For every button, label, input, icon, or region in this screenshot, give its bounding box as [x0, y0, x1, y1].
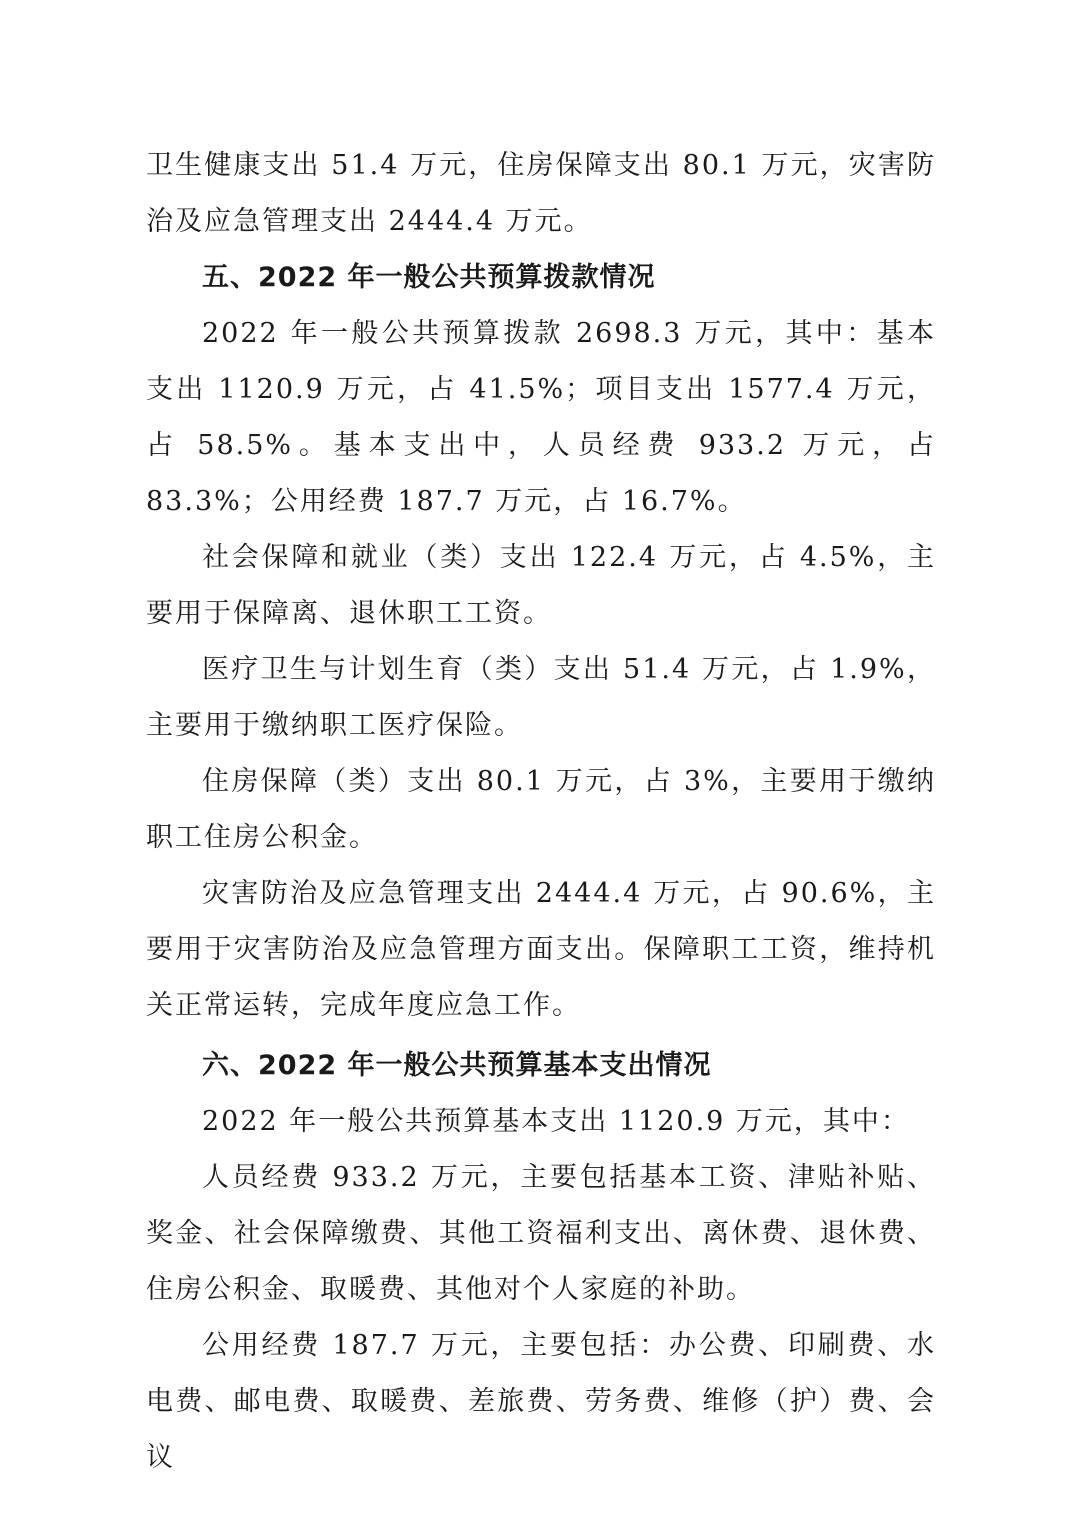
section-heading-5: 五、2022 年一般公共预算拨款情况	[202, 262, 656, 293]
paragraph-housing: 住房保障（类）支出 80.1 万元，占 3%，主要用于缴纳职工住房公积金。	[146, 766, 936, 853]
paragraph-public-expenses: 公用经费 187.7 万元，主要包括：办公费、印刷费、水电费、邮电费、取暖费、差旅费、劳务费、维修（护）费、会议	[146, 1330, 936, 1473]
section-heading-6: 六、2022 年一般公共预算基本支出情况	[202, 1050, 712, 1081]
paragraph-basic-expenditure: 2022 年一般公共预算基本支出 1120.9 万元，其中：	[202, 1106, 910, 1137]
paragraph-continued: 卫生健康支出 51.4 万元，住房保障支出 80.1 万元，灾害防治及应急管理支出 2444.4 万元。	[146, 150, 936, 237]
paragraph-social-security: 社会保障和就业（类）支出 122.4 万元，占 4.5%，主要用于保障离、退休职工工资。	[146, 542, 936, 629]
paragraph-disaster-prevention: 灾害防治及应急管理支出 2444.4 万元，占 90.6%，主要用于灾害防治及应急管理方面支出。保障职工工资，维持机关正常运转，完成年度应急工作。	[146, 878, 936, 1021]
paragraph-appropriation-summary: 2022 年一般公共预算拨款 2698.3 万元，其中：基本支出 1120.9 万元，占 41.5%；项目支出 1577.4 万元，占 58.5%。基本支出中，人员经费 933.2 万元，占 83.3%；公用经费 187.7 万元，占 16.7%。	[146, 318, 936, 517]
paragraph-personnel-expenses: 人员经费 933.2 万元，主要包括基本工资、津贴补贴、奖金、社会保障缴费、其他工资福利支出、离休费、退休费、住房公积金、取暖费、其他对个人家庭的补助。	[146, 1162, 936, 1305]
document-body	[146, 138, 936, 1486]
paragraph-medical: 医疗卫生与计划生育（类）支出 51.4 万元，占 1.9%，主要用于缴纳职工医疗保险。	[146, 654, 936, 741]
